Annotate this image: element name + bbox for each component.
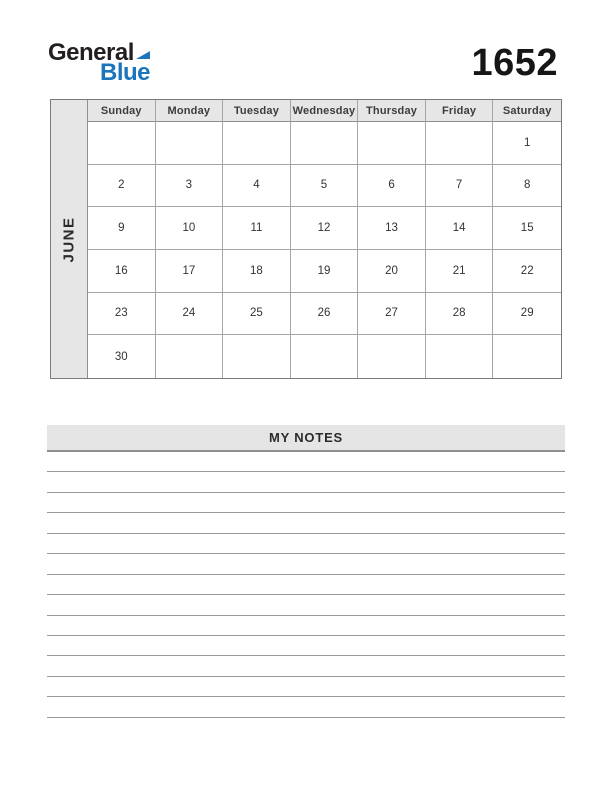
note-line bbox=[47, 513, 565, 533]
weekday-header-monday: Monday bbox=[156, 100, 224, 122]
weekday-header-wednesday: Wednesday bbox=[291, 100, 359, 122]
day-cell-28: 28 bbox=[426, 293, 494, 336]
note-line bbox=[47, 493, 565, 513]
day-cell-2: 2 bbox=[88, 165, 156, 208]
notes-title: MY NOTES bbox=[268, 430, 344, 445]
day-cell-empty bbox=[291, 335, 359, 378]
weekday-header-saturday: Saturday bbox=[493, 100, 561, 122]
day-cell-15: 15 bbox=[493, 207, 561, 250]
day-cell-27: 27 bbox=[358, 293, 426, 336]
calendar-grid bbox=[50, 99, 562, 379]
note-line bbox=[47, 472, 565, 492]
day-cell-16: 16 bbox=[88, 250, 156, 293]
day-cell-11: 11 bbox=[223, 207, 291, 250]
note-line bbox=[47, 452, 565, 472]
weekday-header-sunday: Sunday bbox=[88, 100, 156, 122]
day-cell-empty bbox=[426, 335, 494, 378]
day-cell-20: 20 bbox=[358, 250, 426, 293]
note-line bbox=[47, 697, 565, 717]
day-cell-10: 10 bbox=[156, 207, 224, 250]
note-line bbox=[47, 677, 565, 697]
day-cell-9: 9 bbox=[88, 207, 156, 250]
note-line bbox=[47, 575, 565, 595]
day-cell-empty bbox=[358, 335, 426, 378]
day-cell-19: 19 bbox=[291, 250, 359, 293]
note-line bbox=[47, 554, 565, 574]
year-label: 1652 bbox=[471, 42, 558, 84]
day-cell-22: 22 bbox=[493, 250, 561, 293]
day-cell-1: 1 bbox=[493, 122, 561, 165]
day-cell-23: 23 bbox=[88, 293, 156, 336]
day-cell-empty bbox=[426, 122, 494, 165]
note-line bbox=[47, 616, 565, 636]
day-cell-empty bbox=[223, 335, 291, 378]
day-cell-5: 5 bbox=[291, 165, 359, 208]
day-cell-26: 26 bbox=[291, 293, 359, 336]
day-cell-empty bbox=[223, 122, 291, 165]
day-cell-6: 6 bbox=[358, 165, 426, 208]
month-column bbox=[51, 100, 88, 378]
weekday-header-thursday: Thursday bbox=[358, 100, 426, 122]
day-cell-13: 13 bbox=[358, 207, 426, 250]
brand-word-secondary: Blue bbox=[99, 59, 150, 86]
day-cell-4: 4 bbox=[223, 165, 291, 208]
day-cell-29: 29 bbox=[493, 293, 561, 336]
note-line bbox=[47, 656, 565, 676]
day-cell-empty bbox=[291, 122, 359, 165]
day-cell-empty bbox=[156, 335, 224, 378]
day-cell-18: 18 bbox=[223, 250, 291, 293]
day-cell-empty bbox=[88, 122, 156, 165]
brand-logo bbox=[48, 41, 150, 85]
notes-lines bbox=[47, 452, 565, 718]
day-cell-24: 24 bbox=[156, 293, 224, 336]
day-cell-empty bbox=[156, 122, 224, 165]
day-cell-empty bbox=[493, 335, 561, 378]
day-cell-14: 14 bbox=[426, 207, 494, 250]
weekday-header-friday: Friday bbox=[426, 100, 494, 122]
day-cell-12: 12 bbox=[291, 207, 359, 250]
note-line bbox=[47, 636, 565, 656]
day-cell-empty bbox=[358, 122, 426, 165]
day-cell-7: 7 bbox=[426, 165, 494, 208]
day-cell-25: 25 bbox=[223, 293, 291, 336]
note-line bbox=[47, 534, 565, 554]
day-cell-21: 21 bbox=[426, 250, 494, 293]
day-cell-8: 8 bbox=[493, 165, 561, 208]
brand-word-primary: General bbox=[48, 39, 134, 66]
day-cell-3: 3 bbox=[156, 165, 224, 208]
day-cell-30: 30 bbox=[88, 335, 156, 378]
weekday-header-tuesday: Tuesday bbox=[223, 100, 291, 122]
note-line bbox=[47, 595, 565, 615]
month-label: JUNE bbox=[60, 215, 78, 263]
day-cell-17: 17 bbox=[156, 250, 224, 293]
notes-header bbox=[47, 425, 565, 452]
